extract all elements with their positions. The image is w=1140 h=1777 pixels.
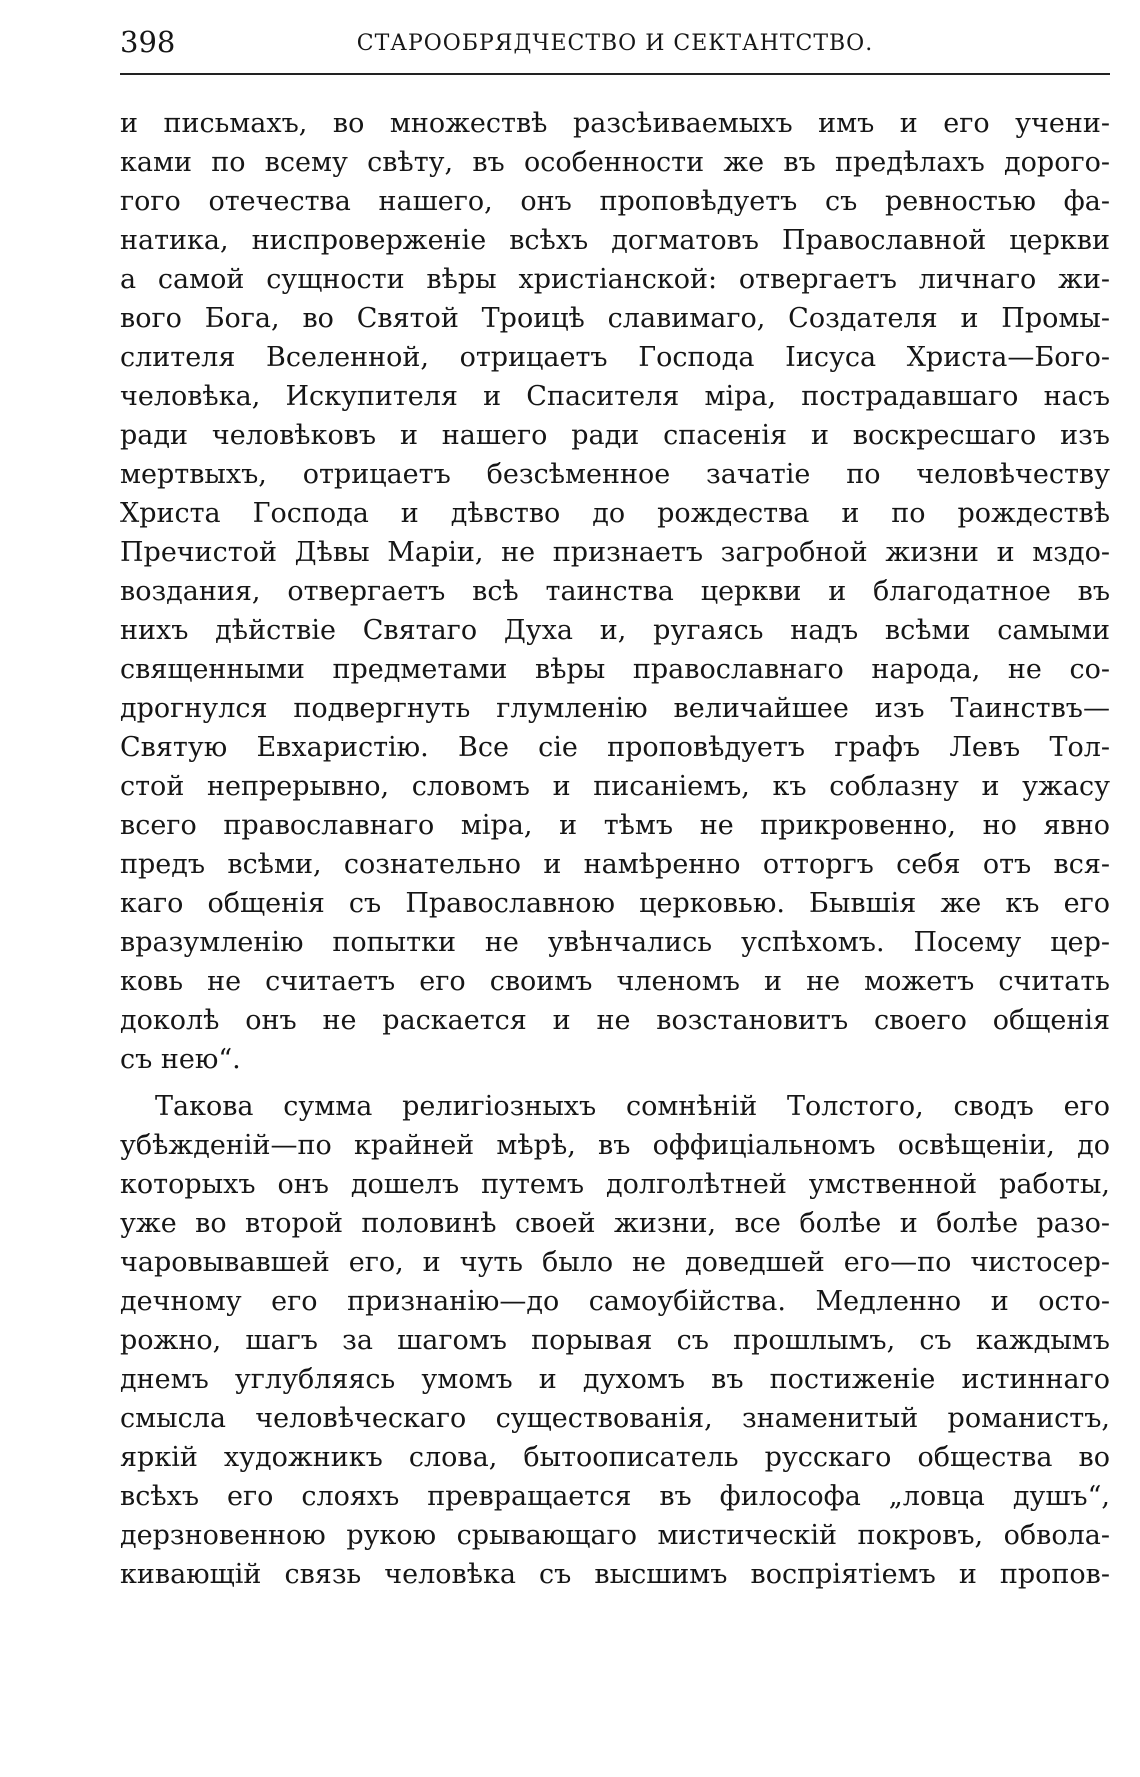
text-line: воздания, отвергаетъ всѣ таинства церкви и благодатное въ bbox=[120, 576, 1110, 607]
running-head bbox=[120, 22, 1110, 62]
text-line: гого отечества нашего, онъ проповѣдуетъ съ ревностью фа- bbox=[120, 186, 1110, 217]
text-line: дечному его признанію—до самоубійства. Медленно и осто- bbox=[120, 1286, 1110, 1317]
text-line: а самой сущности вѣры христіанской: отвергаетъ личнаго жи- bbox=[120, 264, 1110, 295]
text-line: мертвыхъ, отрицаетъ безсѣменное зачатіе по человѣчеству bbox=[120, 459, 1110, 490]
text-line: дрогнулся подвергнуть глумленію величайшее изъ Таинствъ— bbox=[120, 693, 1110, 724]
text-line: дерзновенною рукою срывающаго мистическій покровъ, обвола- bbox=[120, 1520, 1110, 1551]
text-line: ковь не считаетъ его своимъ членомъ и не можетъ считать bbox=[120, 966, 1110, 997]
text-line: слителя Вселенной, отрицаетъ Господа Іисуса Христа—Бого- bbox=[120, 342, 1110, 373]
page-number: 398 bbox=[120, 25, 176, 59]
text-line: и письмахъ, во множествѣ разсѣиваемыхъ имъ и его учени- bbox=[120, 108, 1110, 139]
text-line: смысла человѣческаго существованія, знаменитый романистъ, bbox=[120, 1403, 1110, 1434]
text-line: всѣхъ его слояхъ превращается въ философа „ловца душъ“, bbox=[120, 1481, 1110, 1512]
text-line: днемъ углубляясь умомъ и духомъ въ постиженіе истиннаго bbox=[120, 1364, 1110, 1395]
text-line: Святую Евхаристію. Все сіе проповѣдуетъ графъ Левъ Тол- bbox=[120, 732, 1110, 763]
text-line: Пречистой Дѣвы Маріи, не признаетъ загробной жизни и мздо- bbox=[120, 537, 1110, 568]
text-line: священными предметами вѣры православнаго народа, не со- bbox=[120, 654, 1110, 685]
text-line: Такова сумма религіозныхъ сомнѣній Толстого, сводъ его bbox=[155, 1091, 1110, 1122]
text-line: вразумленію попытки не увѣнчались успѣхомъ. Посему цер- bbox=[120, 927, 1110, 958]
text-line: убѣжденій—по крайней мѣрѣ, въ оффиціальномъ освѣщеніи, до bbox=[120, 1130, 1110, 1161]
text-line: рожно, шагъ за шагомъ порывая съ прошлымъ, съ каждымъ bbox=[120, 1325, 1110, 1356]
paragraph bbox=[120, 104, 1110, 1079]
text-line: доколѣ онъ не раскается и не возстановитъ своего общенія bbox=[120, 1005, 1110, 1036]
text-line: уже во второй половинѣ своей жизни, все болѣе и болѣе разо- bbox=[120, 1208, 1110, 1239]
header-rule bbox=[120, 73, 1110, 75]
text-line: стой непрерывно, словомъ и писаніемъ, къ соблазну и ужасу bbox=[120, 771, 1110, 802]
paragraph bbox=[120, 1087, 1110, 1594]
text-line: яркій художникъ слова, бытоописатель русскаго общества во bbox=[120, 1442, 1110, 1473]
text-line: съ нею“. bbox=[120, 1044, 241, 1075]
text-line: каго общенія съ Православною церковью. Бывшія же къ его bbox=[120, 888, 1110, 919]
text-line: Христа Господа и дѣвство до рождества и по рождествѣ bbox=[120, 498, 1110, 529]
text-line: которыхъ онъ дошелъ путемъ долголѣтней умственной работы, bbox=[120, 1169, 1110, 1200]
body-text bbox=[120, 104, 1110, 1594]
text-line: кивающій связь человѣка съ высшимъ воспріятіемъ и пропов- bbox=[120, 1559, 1110, 1590]
running-title: СТАРООБРЯДЧЕСТВО И СЕКТАНТСТВО. bbox=[356, 31, 874, 56]
text-line: всего православнаго міра, и тѣмъ не прикровенно, но явно bbox=[120, 810, 1110, 841]
text-line: человѣка, Искупителя и Спасителя міра, пострадавшаго насъ bbox=[120, 381, 1110, 412]
text-line: ками по всему свѣту, въ особенности же въ предѣлахъ дорого- bbox=[120, 147, 1110, 178]
text-line: чаровывавшей его, и чуть было не доведшей его—по чистосер- bbox=[120, 1247, 1110, 1278]
text-line: натика, ниспроверженіе всѣхъ догматовъ Православной церкви bbox=[120, 225, 1110, 256]
text-line: предъ всѣми, сознательно и намѣренно отторгъ себя отъ вся- bbox=[120, 849, 1110, 880]
text-line: вого Бога, во Святой Троицѣ славимаго, Создателя и Промы- bbox=[120, 303, 1110, 334]
text-line: ради человѣковъ и нашего ради спасенія и воскресшаго изъ bbox=[120, 420, 1110, 451]
text-line: нихъ дѣйствіе Святаго Духа и, ругаясь надъ всѣми самыми bbox=[120, 615, 1110, 646]
